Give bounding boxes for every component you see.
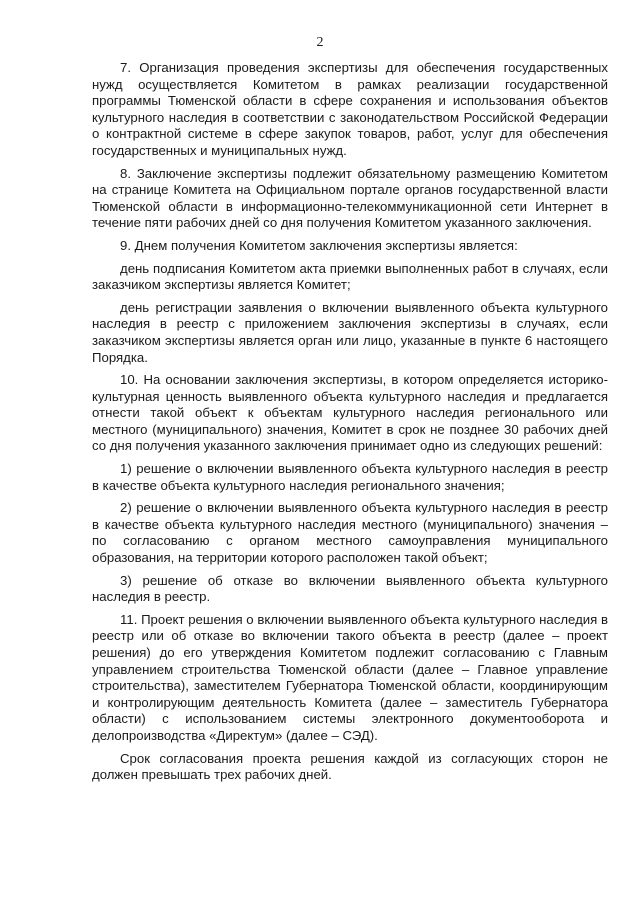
paragraph-9: 9. Днем получения Комитетом заключения экспертизы является: — [120, 237, 518, 253]
paragraph-8: 8. Заключение экспертизы подлежит обязательному размещению Комитетом на странице Комитета на Официальном портале органов государственной власти Тюменской области в информационно-телекоммуникационной сети Интернет в течение пяти рабочих дней со дня получения Комитетом указанного заключения. — [92, 165, 608, 231]
paragraph-10: 10. На основании заключения экспертизы, в котором определяется историко-культурная ценность выявленного объекта культурного наследия и предлагается отнести такой объект к объектам культурного наследия регионального или местного (муниципального) значения, Комитет в срок не позднее 30 рабочих дней со дня получения указанного заключения принимает одно из следующих решений: — [92, 372, 608, 454]
paragraph-7: 7. Организация проведения экспертизы для обеспечения государственных нужд осуществляется Комитетом в рамках реализации государственной программы Тюменской области в сфере сохранения и использования объектов культурного наследия в соответствии с законодательством Российской Федерации о контрактной системе в сфере закупок товаров, работ, услуг для обеспечения государственных и муниципальных нужд. — [92, 60, 608, 158]
paragraph-9-item-2: день регистрации заявления о включении выявленного объекта культурного наследия в реестр с приложением заключения экспертизы в случаях, если заказчиком экспертизы является орган или лицо, указанные в пункте 6 настоящего Порядка. — [92, 299, 608, 365]
paragraph-11: 11. Проект решения о включении выявленного объекта культурного наследия в реестр или об отказе во включении такого объекта в реестр (далее – проект решения) до его утверждения Комитетом подлежит согласованию с Главным управлением строительства Тюменской области (далее – Главное управление строительства), заместителем Губернатора Тюменской области, координирующим и контролирующим деятельность Комитета (далее – заместитель Губернатора области) с использованием системы электронного документооборота и делопроизводства «Директум» (далее – СЭД). — [92, 611, 608, 743]
paragraph-10-option-2: 2) решение о включении выявленного объекта культурного наследия в реестр в качестве объекта культурного наследия местного (муниципального) значения – по согласованию с органом местного самоуправления муниципального образования, на территории которого расположен такой объект; — [92, 500, 608, 566]
paragraph-10-option-1: 1) решение о включении выявленного объекта культурного наследия в реестр в качестве объекта культурного наследия регионального значения; — [92, 461, 608, 493]
paragraph-approval-term: Срок согласования проекта решения каждой из согласующих сторон не должен превышать трех рабочих дней. — [92, 750, 608, 783]
page-number: 2 — [316, 35, 324, 50]
paragraph-10-option-3: 3) решение об отказе во включении выявленного объекта культурного наследия в реестр. — [92, 572, 608, 605]
paragraph-9-item-1: день подписания Комитетом акта приемки выполненных работ в случаях, если заказчиком экспертизы является Комитет; — [92, 260, 608, 293]
document-body — [92, 60, 608, 790]
